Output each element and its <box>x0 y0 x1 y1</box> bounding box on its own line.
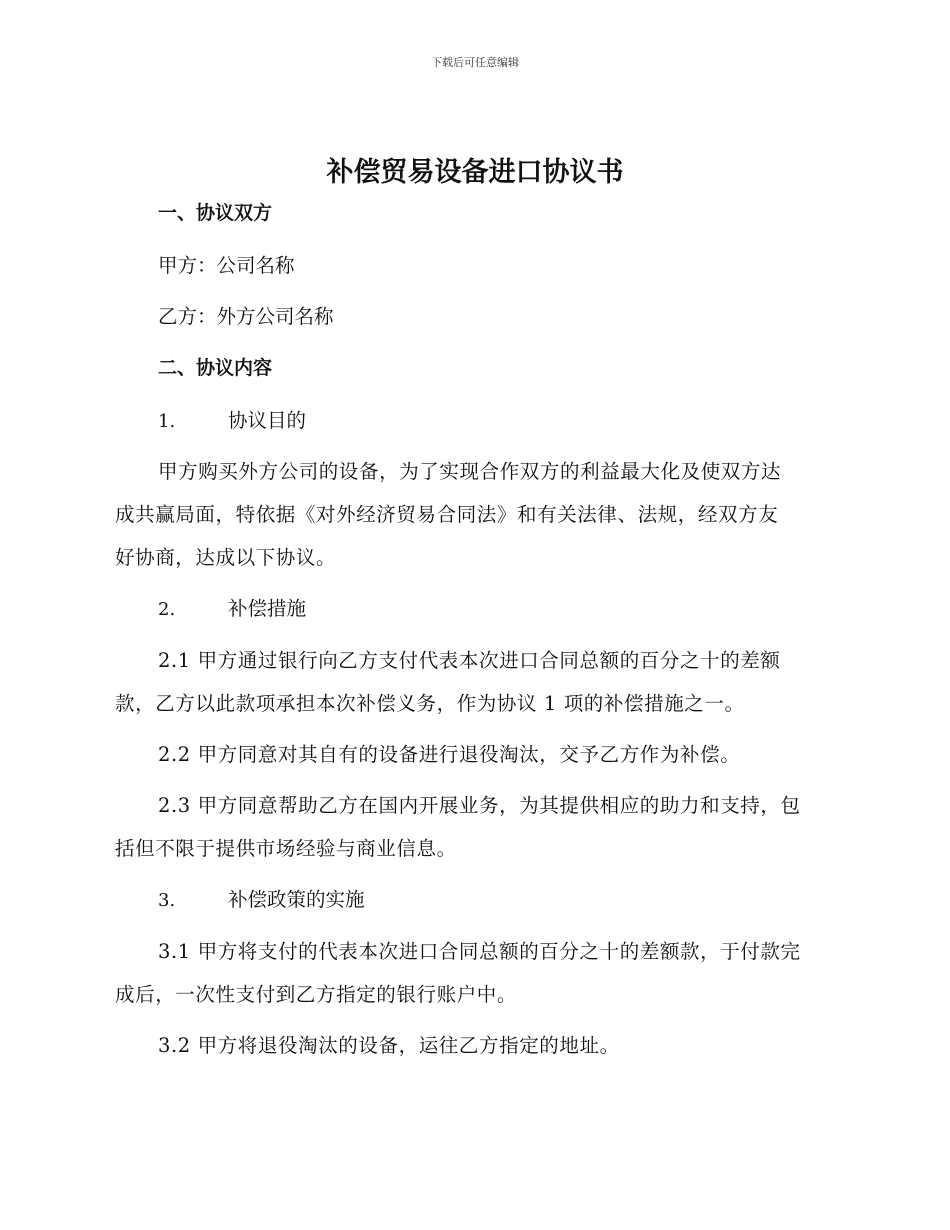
section1-heading: 一、协议双方 <box>158 202 273 224</box>
item2-label: 补偿措施 <box>228 597 307 620</box>
item3-header <box>158 884 365 912</box>
document-title: 补偿贸易设备进口协议书 <box>326 157 624 188</box>
p21-line-2: 款，乙方以此款项承担本次补偿义务，作为协议 1 项的补偿措施之一。 <box>115 692 745 715</box>
item3-number: 3. <box>158 890 176 911</box>
p23-line-1: 2.3 甲方同意帮助乙方在国内开展业务，为其提供相应的助力和支持，包 <box>158 794 801 817</box>
party-a-line: 甲方：公司名称 <box>158 254 295 277</box>
item1-number: 1. <box>158 411 176 432</box>
header-note: 下载后可任意编辑 <box>431 56 519 69</box>
p21-line-1: 2.1 甲方通过银行向乙方支付代表本次进口合同总额的百分之十的差额 <box>158 649 781 672</box>
section2-heading: 二、协议内容 <box>158 357 273 379</box>
item2-header <box>158 593 306 621</box>
item3-label: 补偿政策的实施 <box>228 888 365 911</box>
party-b-line: 乙方：外方公司名称 <box>158 305 334 328</box>
item1-para-line-1: 甲方购买外方公司的设备，为了实现合作双方的利益最大化及使双方达 <box>158 460 782 483</box>
item1-header <box>158 405 306 433</box>
item1-para-line-3: 好协商，达成以下协议。 <box>115 546 337 569</box>
p23-line-2: 括但不限于提供市场经验与商业信息。 <box>115 837 457 860</box>
item1-para-line-2: 成共赢局面，特依据《对外经济贸易合同法》和有关法律、法规，经双方友 <box>115 503 779 526</box>
p32-line: 3.2 甲方将退役淘汰的设备，运往乙方指定的地址。 <box>158 1034 620 1057</box>
item2-number: 2. <box>158 599 176 620</box>
p31-line-2: 成后，一次性支付到乙方指定的银行账户中。 <box>115 983 518 1006</box>
p31-line-1: 3.1 甲方将支付的代表本次进口合同总额的百分之十的差额款，于付款完 <box>158 940 801 963</box>
p22-line: 2.2 甲方同意对其自有的设备进行退役淘汰，交予乙方作为补偿。 <box>158 743 741 766</box>
item1-label: 协议目的 <box>228 409 307 432</box>
